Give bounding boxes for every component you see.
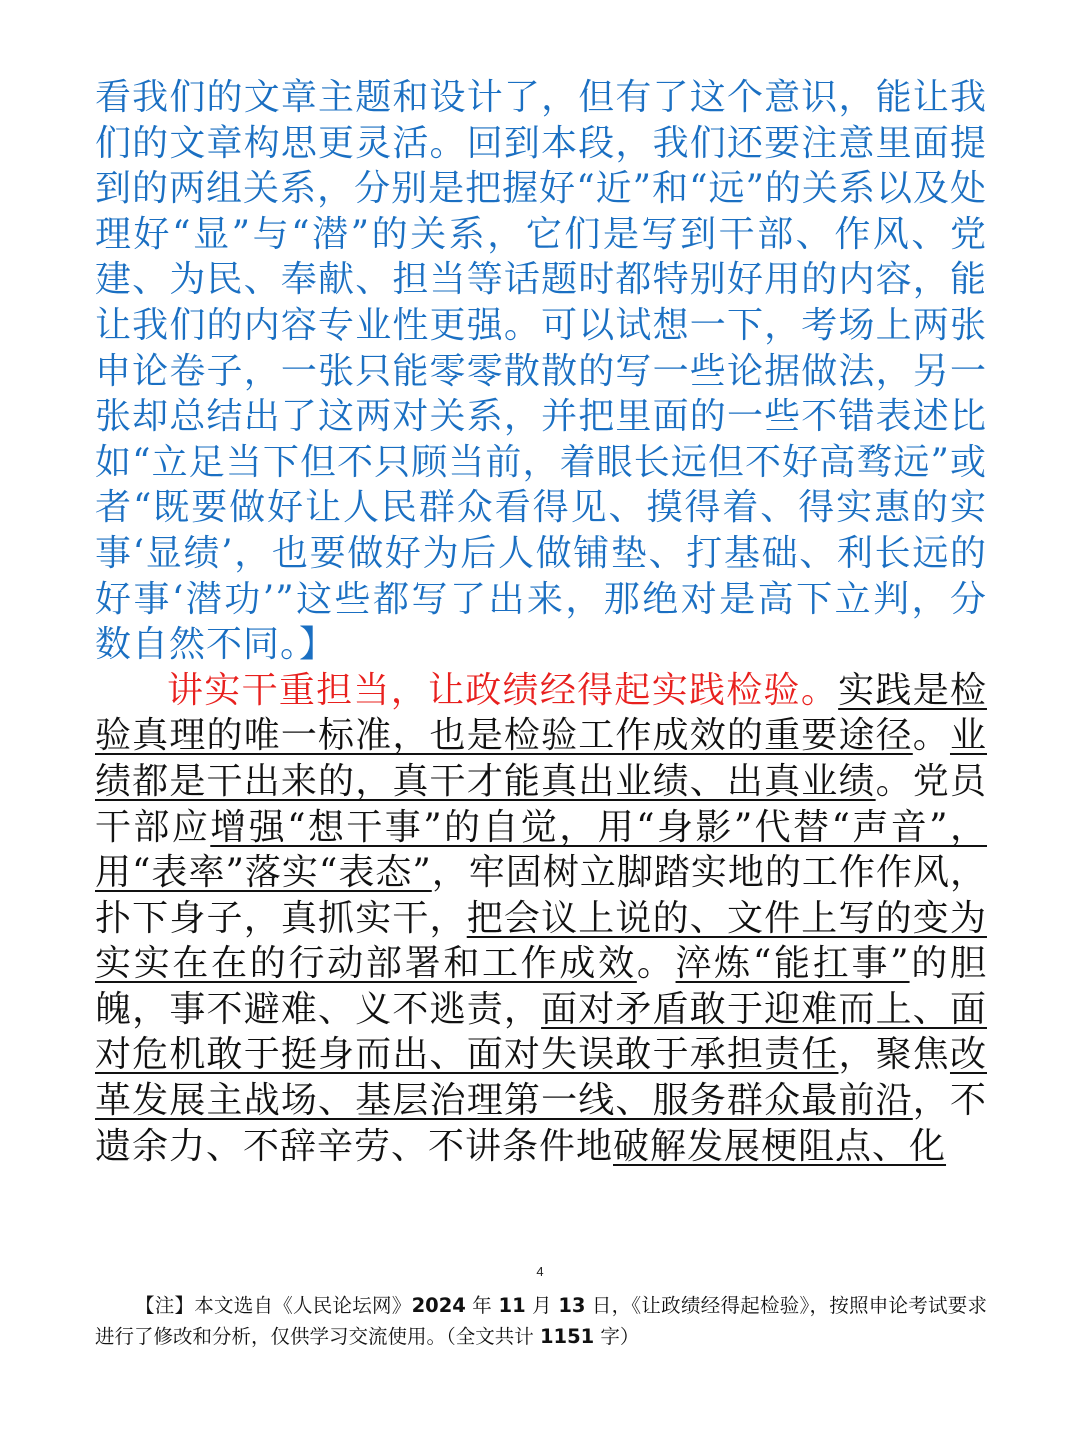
segment-plain: ，牢固树立脚踏实地的工作作风，扑下身子，真抓实干，	[95, 852, 987, 939]
segment-plain: ，聚焦	[838, 1034, 950, 1076]
segment-plain: 。	[636, 943, 676, 985]
footnote-day: 13	[558, 1294, 586, 1317]
document-body	[95, 75, 987, 1169]
footnote-year-suffix: 年	[465, 1294, 499, 1317]
footnote	[95, 1290, 987, 1352]
main-paragraph	[95, 668, 987, 1170]
blue-commentary-paragraph: 看我们的文章主题和设计了，但有了这个意识，能让我们的文章构思更灵活。回到本段，我们还要注意里面提到的两组关系，分别是把握好“近”和“远”的关系以及处理好“显”与“潜”的关系，它们是写到干部、作风、党建、为民、奉献、担当等话题时都特别好用的内容，能让我们的内容专业性更强。可以试想一下，考场上两张申论卷子，一张只能零零散散的写一些论据做法，另一张却总结出了这两对关系，并把里面的一些不错表述比如“立足当下但不只顾当前，着眼长远但不好高骛远”或者“既要做好让人民群众看得见、摸得着、得实惠的实事‘显绩’，也要做好为后人做铺垫、打基础、利长远的好事‘潜功’”这些都写了出来，那绝对是高下立判，分数自然不同。】	[95, 77, 987, 666]
segment-plain: 。党员干部应	[95, 760, 987, 848]
segment-plain: 的胆魄，事不避难、义不逃责，	[95, 943, 987, 1030]
footnote-end: 字）	[594, 1325, 640, 1348]
segment-underlined: 业绩都是干出来的，真干才能真出业绩、出真业绩	[95, 715, 987, 802]
segment-underlined: 淬炼“能扛事”	[675, 943, 910, 985]
section-heading: 讲实干重担当，让政绩经得起实践检验。	[167, 669, 839, 711]
footnote-word-count: 1151	[539, 1325, 595, 1348]
segment-underlined: 把会议上说的、文件上写的变为实实在在的行动部署和工作成效	[95, 897, 987, 985]
segment-plain: ，不遗余力、不辞辛劳、不讲条件地	[95, 1080, 987, 1167]
page-number: 4	[536, 1264, 544, 1279]
footnote-month-suffix: 月	[525, 1294, 559, 1317]
segment-underlined: 面对矛盾敢于迎难而上、面对危机敢于挺身而出、面对失误敢于承担责任	[95, 988, 987, 1076]
segment-underlined: 实践是检验真理的唯一标准，也是检验工作成效的重要途径	[95, 669, 987, 757]
footnote-day-suffix: 日，《让政绩经得起检验》，按照申论考试要求进行了修改和分析，仅供学习交流使用。（全文共计	[95, 1294, 987, 1348]
segment-underlined: 改革发展主战场、基层治理第一线、服务群众最前沿	[95, 1034, 987, 1122]
segment-plain: 。	[912, 715, 950, 757]
segment-underlined: 增强“想干事”的自觉，用“身影”代替“声音”，用“表率”落实“表态”	[95, 806, 987, 894]
footnote-prefix: 【注】本文选自《人民论坛网》	[135, 1294, 412, 1317]
footnote-year: 2024	[411, 1294, 466, 1317]
segment-underlined: 破解发展梗阻点、化	[613, 1125, 947, 1167]
footnote-month: 11	[498, 1294, 526, 1317]
